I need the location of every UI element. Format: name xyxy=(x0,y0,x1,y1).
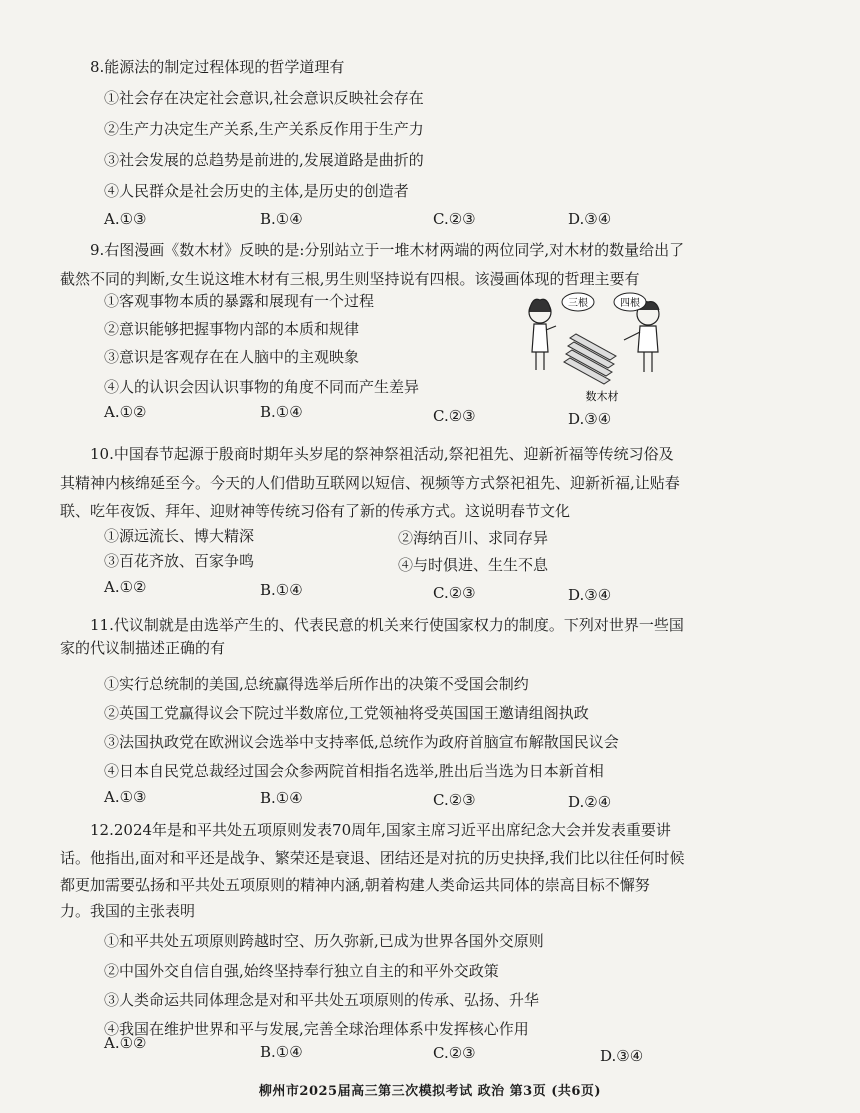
q8-option-b: B.①④ xyxy=(260,210,303,228)
q9-cartoon-illustration xyxy=(520,290,670,405)
q9-item-2: ②意识能够把握事物内部的本质和规律 xyxy=(104,320,360,338)
q10-option-c: C.②③ xyxy=(433,584,476,602)
q9-stem-line-2: 截然不同的判断,女生说这堆木材有三根,男生则坚持说有四根。该漫画体现的哲理主要有 xyxy=(60,270,640,288)
q11-stem-line-2: 家的代议制描述正确的有 xyxy=(60,639,226,657)
q12-option-b: B.①④ xyxy=(260,1043,303,1061)
q10-option-d: D.③④ xyxy=(568,586,612,604)
q12-option-c: C.②③ xyxy=(433,1044,476,1062)
q8-item-3: ③社会发展的总趋势是前进的,发展道路是曲折的 xyxy=(104,151,424,169)
bubble-left-text: 三根 xyxy=(568,298,588,309)
q8-item-4: ④人民群众是社会历史的主体,是历史的创造者 xyxy=(104,182,409,200)
q11-item-4: ④日本自民党总裁经过国会众参两院首相指名选举,胜出后当选为日本新首相 xyxy=(104,762,604,780)
q12-item-3: ③人类命运共同体理念是对和平共处五项原则的传承、弘扬、升华 xyxy=(104,991,540,1009)
bubble-right-text: 四根 xyxy=(620,298,640,309)
q10-item-3: ③百花齐放、百家争鸣 xyxy=(104,552,255,570)
q9-item-4: ④人的认识会因认识事物的角度不同而产生差异 xyxy=(104,378,420,396)
cartoon-drawing xyxy=(520,290,670,405)
q8-item-1: ①社会存在决定社会意识,社会意识反映社会存在 xyxy=(104,89,424,107)
q9-option-c: C.②③ xyxy=(433,407,476,425)
q12-item-4: ④我国在维护世界和平与发展,完善全球治理体系中发挥核心作用 xyxy=(104,1020,529,1038)
q9-item-3: ③意识是客观存在在人脑中的主观映象 xyxy=(104,348,360,366)
q10-option-a: A.①② xyxy=(104,578,147,596)
q8-option-c: C.②③ xyxy=(433,210,476,228)
q10-stem-line-3: 联、吃年夜饭、拜年、迎财神等传统习俗有了新的传承方式。这说明春节文化 xyxy=(60,502,571,520)
q11-option-c: C.②③ xyxy=(433,791,476,809)
q11-item-3: ③法国执政党在欧洲议会选举中支持率低,总统作为政府首脑宣布解散国民议会 xyxy=(104,733,619,751)
q9-option-b: B.①④ xyxy=(260,403,303,421)
q10-item-2: ②海纳百川、求同存异 xyxy=(398,529,549,547)
q11-option-a: A.①③ xyxy=(104,788,147,806)
q9-option-a: A.①② xyxy=(104,403,147,421)
q12-item-1: ①和平共处五项原则跨越时空、历久弥新,已成为世界各国外交原则 xyxy=(104,932,544,950)
q12-option-a: A.①② xyxy=(104,1034,147,1052)
q10-item-1: ①源远流长、博大精深 xyxy=(104,527,255,545)
q8-item-2: ②生产力决定生产关系,生产关系反作用于生产力 xyxy=(104,120,424,138)
q12-option-d: D.③④ xyxy=(600,1047,644,1065)
q12-stem-line-2: 话。他指出,面对和平还是战争、繁荣还是衰退、团结还是对抗的历史抉择,我们比以往任何时候 xyxy=(60,849,685,867)
page-footer: 柳州市2025届高三第三次模拟考试 政治 第3页 (共6页) xyxy=(258,1084,602,1099)
q12-stem-line-4: 力。我国的主张表明 xyxy=(60,902,196,920)
q12-stem-line-1: 12.2024年是和平共处五项原则发表70周年,国家主席习近平出席纪念大会并发表重要讲 xyxy=(90,821,671,839)
q10-item-4: ④与时俱进、生生不息 xyxy=(398,556,549,574)
q11-stem-line-1: 11.代议制就是由选举产生的、代表民意的机关来行使国家权力的制度。下列对世界一些国 xyxy=(90,616,684,634)
q9-stem-line-1: 9.右图漫画《数木材》反映的是:分别站立于一堆木材两端的两位同学,对木材的数量给出了 xyxy=(90,241,685,259)
q11-item-1: ①实行总统制的美国,总统赢得选举后所作出的决策不受国会制约 xyxy=(104,675,529,693)
q9-item-1: ①客观事物本质的暴露和展现有一个过程 xyxy=(104,292,375,310)
cartoon-caption: 数木材 xyxy=(585,390,619,403)
q10-stem-line-2: 其精神内核绵延至今。今天的人们借助互联网以短信、视频等方式祭祀祖先、迎新祈福,让贴春 xyxy=(60,474,680,492)
q12-stem-line-3: 都更加需要弘扬和平共处五项原则的精神内涵,朝着构建人类命运共同体的崇高目标不懈努 xyxy=(60,876,650,894)
q12-item-2: ②中国外交自信自强,始终坚持奉行独立自主的和平外交政策 xyxy=(104,962,499,980)
q10-stem-line-1: 10.中国春节起源于殷商时期年头岁尾的祭神祭祖活动,祭祀祖先、迎新祈福等传统习俗及 xyxy=(90,445,674,463)
q8-option-d: D.③④ xyxy=(568,210,612,228)
q8-stem: 8.能源法的制定过程体现的哲学道理有 xyxy=(90,58,345,76)
q11-item-2: ②英国工党赢得议会下院过半数席位,工党领袖将受英国国王邀请组阁执政 xyxy=(104,704,589,722)
q9-option-d: D.③④ xyxy=(568,410,612,428)
q11-option-d: D.②④ xyxy=(568,793,612,811)
q8-option-a: A.①③ xyxy=(104,210,147,228)
q10-option-b: B.①④ xyxy=(260,581,303,599)
q11-option-b: B.①④ xyxy=(260,789,303,807)
